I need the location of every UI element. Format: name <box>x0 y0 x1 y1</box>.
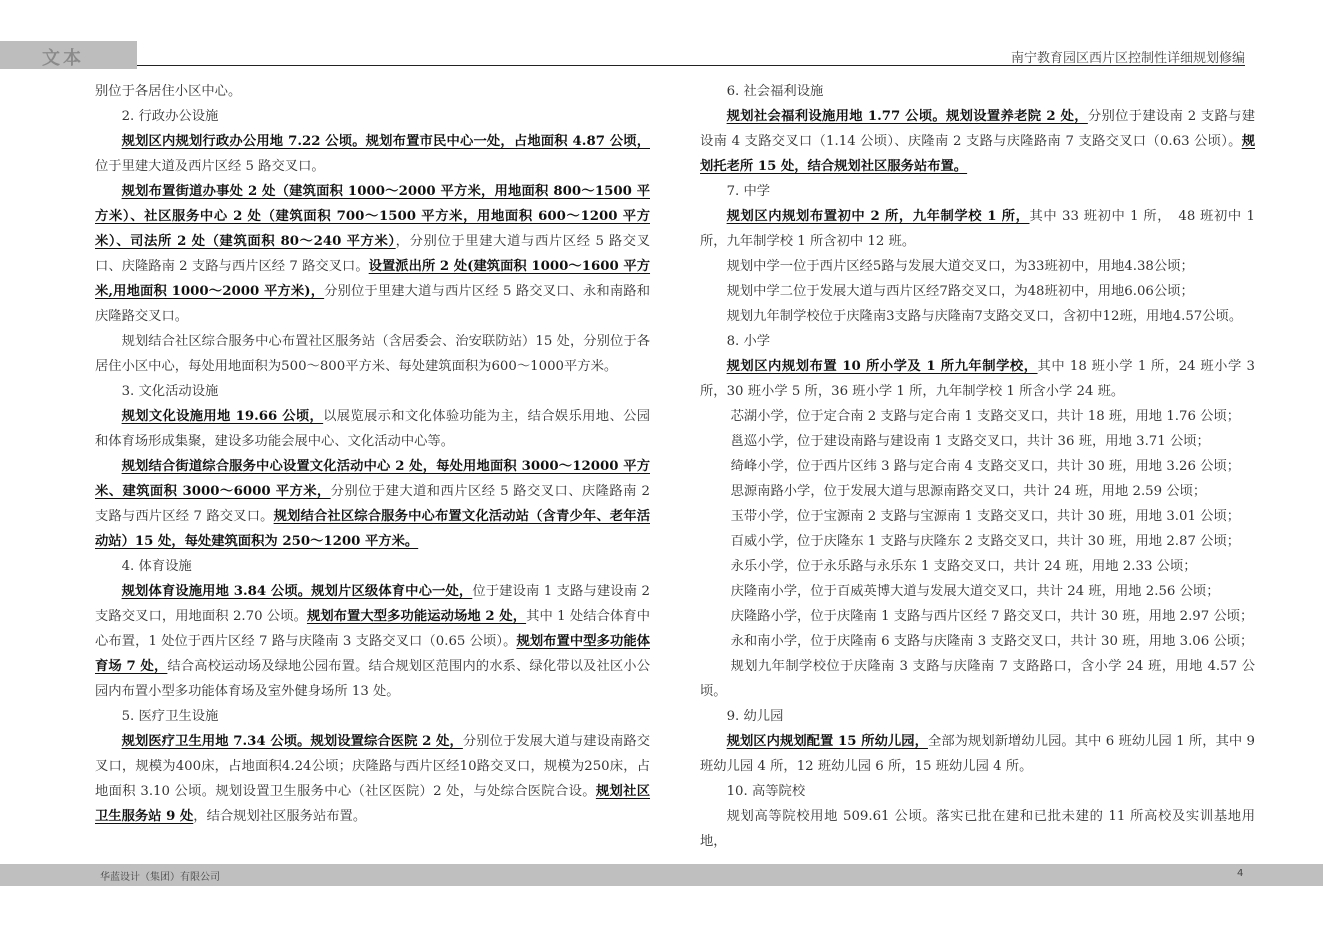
text-segment: 规划九年制学校位于庆隆南3支路与庆隆南7支路交叉口，含初中12班，用地4.57公顷。 <box>726 309 1243 324</box>
section-heading <box>700 79 1255 104</box>
text-segment: 其中 1 处结合体育中心布置，1 处位于西片区经 7 路与庆隆南 3 支路交叉口（0.65 公顷）。 <box>95 609 650 649</box>
paragraph <box>700 729 1255 779</box>
text-segment: 规划结合社区综合服务中心布置社区服务站（含居委会、治安联防站）15 处，分别位于各居住小区中心，每处用地面积为500～800平方米、每处建筑面积为600～1000平方米。 <box>95 334 650 374</box>
paragraph <box>700 354 1255 404</box>
paragraph <box>95 129 650 179</box>
left-column <box>95 79 650 864</box>
text-segment: 永乐小学，位于永乐路与永乐东 1 支路交叉口，共计 24 班，用地 2.33 公顷； <box>730 559 1197 574</box>
emphasized-text: 规划医疗卫生用地 7.34 公顷。规划设置综合医院 2 处， <box>121 734 463 749</box>
paragraph <box>700 279 1255 304</box>
footer-company: 华蓝设计（集团）有限公司 <box>100 872 220 883</box>
text-segment: 分别位于建设南 2 支路与建设南 4 支路交叉口（1.14 公顷）、庆隆南 2 支路与庆隆路南 7 支路交叉口（0.63 公顷）。 <box>700 109 1255 149</box>
section-heading <box>700 779 1255 804</box>
text-segment: 结合高校运动场及绿地公园布置。结合规划区范围内的水系、绿化带以及社区小公园内布置小型多功能体育场及室外健身场所 13 处。 <box>95 659 650 699</box>
emphasized-text: 规划社会福利设施用地 1.77 公顷。规划设置养老院 2 处， <box>726 109 1088 124</box>
text-segment: 规划九年制学校位于庆隆南 3 支路与庆隆南 7 支路路口，含小学 24 班，用地 4.57 公顷。 <box>700 659 1255 699</box>
list-item <box>700 454 1255 479</box>
emphasized-text: 规划结合社区综合服务中心布置文化活动站（含青少年、老年活动站）15 处，每处建筑面积为 250～1200 平方米。 <box>95 509 650 549</box>
paragraph <box>95 329 650 379</box>
paragraph <box>95 729 650 829</box>
page-number: 4 <box>1237 868 1244 879</box>
text-segment: 2. 行政办公设施 <box>121 109 219 124</box>
emphasized-text: 规划体育设施用地 3.84 公顷。规划片区级体育中心一处， <box>121 584 473 599</box>
list-item <box>700 629 1255 654</box>
list-item <box>700 429 1255 454</box>
section-heading <box>700 704 1255 729</box>
text-segment: 5. 医疗卫生设施 <box>121 709 219 724</box>
text-segment: 以展览展示和文化体验功能为主，结合娱乐用地、公园和体育场形成集聚，建设多功能会展中心、文化活动中心等。 <box>95 409 651 449</box>
list-item <box>700 554 1255 579</box>
emphasized-text: 规划布置中型多功能体育场 7 处， <box>95 634 650 674</box>
text-segment: 3. 文化活动设施 <box>121 384 219 399</box>
section-heading <box>95 104 650 129</box>
text-segment: 玉带小学，位于宝源南 2 支路与宝源南 1 支路交叉口，共计 30 班，用地 3.01 公顷； <box>730 509 1241 524</box>
list-item <box>700 654 1255 704</box>
paragraph <box>95 454 650 554</box>
emphasized-text: 规划区内规划布置初中 2 所，九年制学校 1 所， <box>726 209 1030 224</box>
section-heading <box>700 179 1255 204</box>
paragraph <box>700 804 1255 854</box>
emphasized-text: 规划区内规划行政办公用地 7.22 公顷。规划布置市民中心一处，占地面积 4.87 公顷， <box>121 134 650 149</box>
list-item <box>700 404 1255 429</box>
emphasized-text: 规划布置街道办事处 2 处（建筑面积 1000～2000 平方米，用地面积 800～1500 平方米）、社区服务中心 2 处（建筑面积 700～1500 平方米，用地面积 600～1200 平方米）、司法所 2 处（建筑面积 80～240 平方米） <box>95 184 650 249</box>
emphasized-text: 规划结合街道综合服务中心设置文化活动中心 2 处，每处用地面积 3000～12000 平方米、建筑面积 3000～6000 平方米， <box>95 459 650 499</box>
text-segment: 规划中学二位于发展大道与西片区经7路交叉口，为48班初中，用地6.06公顷； <box>726 284 1194 299</box>
emphasized-text: 规划区内规划配置 15 所幼儿园， <box>726 734 928 749</box>
paragraph <box>95 179 650 329</box>
emphasized-text: 规划区内规划布置 10 所小学及 1 所九年制学校， <box>726 359 1038 374</box>
text-segment: 百威小学，位于庆隆东 1 支路与庆隆东 2 支路交叉口，共计 30 班，用地 2.87 公顷； <box>730 534 1241 549</box>
text-segment: 思源南路小学，位于发展大道与思源南路交叉口，共计 24 班，用地 2.59 公顷； <box>730 484 1207 499</box>
emphasized-text: 规划文化设施用地 19.66 公顷， <box>121 409 324 424</box>
text-segment: 永和南小学，位于庆隆南 6 支路与庆隆南 3 支路交叉口，共计 30 班，用地 3.06 公顷； <box>730 634 1254 649</box>
text-segment: 8. 小学 <box>726 334 771 349</box>
text-segment: 分别位于里建大道与西片区经 5 路交叉口、永和南路和庆隆路交叉口。 <box>95 284 650 324</box>
section-heading <box>95 554 650 579</box>
paragraph <box>95 579 650 704</box>
text-segment: 绮峰小学，位于西片区纬 3 路与定合南 4 支路交叉口，共计 30 班，用地 3.26 公顷； <box>730 459 1241 474</box>
text-segment: 9. 幼儿园 <box>726 709 784 724</box>
paragraph <box>700 254 1255 279</box>
text-segment: ，分别位于里建大道与西片区经 5 路交叉口、庆隆路南 2 支路与西片区经 7 路交叉口。 <box>95 234 650 274</box>
text-segment: 全部为规划新增幼儿园。其中 6 班幼儿园 1 所，其中 9 班幼儿园 4 所，12 班幼儿园 6 所，15 班幼儿园 4 所。 <box>700 734 1256 774</box>
text-segment: 规划高等院校用地 509.61 公顷。落实已批在建和已批未建的 11 所高校及实训基地用地， <box>700 809 1255 849</box>
list-item <box>700 504 1255 529</box>
section-heading <box>700 329 1255 354</box>
text-segment: 7. 中学 <box>726 184 771 199</box>
text-segment: 10. 高等院校 <box>726 784 806 799</box>
section-heading <box>95 704 650 729</box>
emphasized-text: 规划布置大型多功能运动场地 2 处， <box>306 609 527 624</box>
bottom-margin <box>0 886 1323 942</box>
text-segment: 庆隆南小学，位于百威英博大道与发展大道交叉口，共计 24 班，用地 2.56 公顷； <box>730 584 1220 599</box>
text-segment: 规划中学一位于西片区经5路与发展大道交叉口，为33班初中，用地4.38公顷； <box>726 259 1194 274</box>
text-segment: 其中 18 班小学 1 所，24 班小学 3 所，30 班小学 5 所，36 班小学 1 所，九年制学校 1 所含小学 24 班。 <box>700 359 1256 399</box>
emphasized-text: 设置派出所 2 处(建筑面积 1000～1600 平方米,用地面积 1000～2000 平方米)， <box>95 259 651 299</box>
list-item <box>700 579 1255 604</box>
section-tab-label: 文本 <box>42 48 84 69</box>
text-segment: 芯湖小学，位于定合南 2 支路与定合南 1 支路交叉口，共计 18 班，用地 1.76 公顷； <box>730 409 1241 424</box>
section-heading <box>95 379 650 404</box>
text-segment: 分别位于发展大道与建设南路交叉口，规模为400床，占地面积4.24公顷；庆隆路与西片区经10路交叉口，规模为250床，占地面积 3.10 公顷。规划设置卫生服务中心（社区医院）2 处，与处综合医院合设。 <box>95 734 651 799</box>
list-item <box>700 529 1255 554</box>
text-segment: 位于建设南 1 支路与建设南 2 支路交叉口，用地面积 2.70 公顷。 <box>95 584 650 624</box>
list-item <box>700 604 1255 629</box>
section-tab <box>0 41 137 69</box>
text-segment: 分别位于建大道和西片区经 5 路交叉口、庆隆路南 2 支路与西片区经 7 路交叉口。 <box>95 484 650 524</box>
paragraph <box>95 404 650 454</box>
paragraph <box>700 204 1255 254</box>
text-segment: 邕巡小学，位于建设南路与建设南 1 支路交叉口，共计 36 班，用地 3.71 公顷； <box>730 434 1210 449</box>
paragraph <box>700 304 1255 329</box>
text-segment: 庆隆路小学，位于庆隆南 1 支路与西片区经 7 路交叉口，共计 30 班，用地 2.97 公顷； <box>730 609 1254 624</box>
paragraph <box>95 79 650 104</box>
document-title: 南宁教育园区西片区控制性详细规划修编 <box>1010 51 1245 66</box>
page-footer <box>0 864 1323 886</box>
text-segment: 位于里建大道及西片区经 5 路交叉口。 <box>95 159 325 174</box>
list-item <box>700 479 1255 504</box>
emphasized-text: 规划社区卫生服务站 9 处 <box>95 784 651 824</box>
text-segment: 6. 社会福利设施 <box>726 84 824 99</box>
paragraph <box>700 104 1255 179</box>
right-column <box>700 79 1255 864</box>
text-segment: 其中 33 班初中 1 所， 48 班初中 1 所，九年制学校 1 所含初中 12 班。 <box>700 209 1255 249</box>
text-segment: ，结合规划社区服务站布置。 <box>193 809 367 824</box>
text-segment: 别位于各居住小区中心。 <box>95 84 242 99</box>
emphasized-text: 规划托老所 15 处，结合规划社区服务站布置。 <box>700 134 1255 174</box>
text-segment: 4. 体育设施 <box>121 559 192 574</box>
